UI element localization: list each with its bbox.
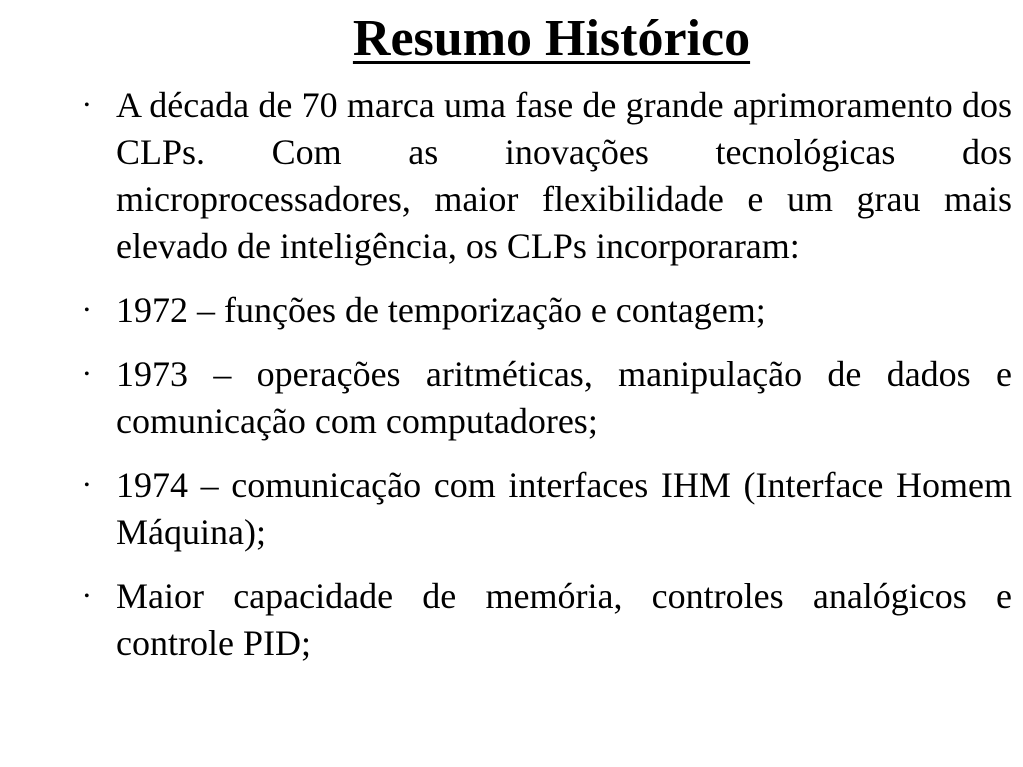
bullet-text: 1972 – funções de temporização e contagem; <box>116 290 766 330</box>
bullet-text: Maior capacidade de memória, controles analógicos e controle PID; <box>116 576 1012 663</box>
bullet-dot-icon: • <box>84 588 90 605</box>
bullet-item-4 <box>0 462 1023 556</box>
bullet-text: 1973 – operações aritméticas, manipulação de dados e comunicação com computadores; <box>116 354 1012 441</box>
bullet-dot-icon: • <box>84 366 90 383</box>
bullet-item-3 <box>0 351 1023 445</box>
slide-title: Resumo Histórico <box>352 10 751 67</box>
bullet-text: 1974 – comunicação com interfaces IHM (Interface Homem Máquina); <box>116 465 1012 552</box>
bullet-dot-icon: • <box>84 302 90 319</box>
bullet-item-2 <box>0 287 1023 334</box>
bullet-list <box>0 82 1023 684</box>
bullet-item-5 <box>0 573 1023 667</box>
bullet-dot-icon: • <box>84 477 90 494</box>
bullet-item-1 <box>0 82 1023 270</box>
bullet-dot-icon: • <box>84 97 90 114</box>
bullet-text: A década de 70 marca uma fase de grande aprimoramento dos CLPs. Com as inovações tecnológicas dos microprocessadores, maior flexibilidade e um grau mais elevado de inteligência, os CLPs incorporaram: <box>116 85 1012 266</box>
